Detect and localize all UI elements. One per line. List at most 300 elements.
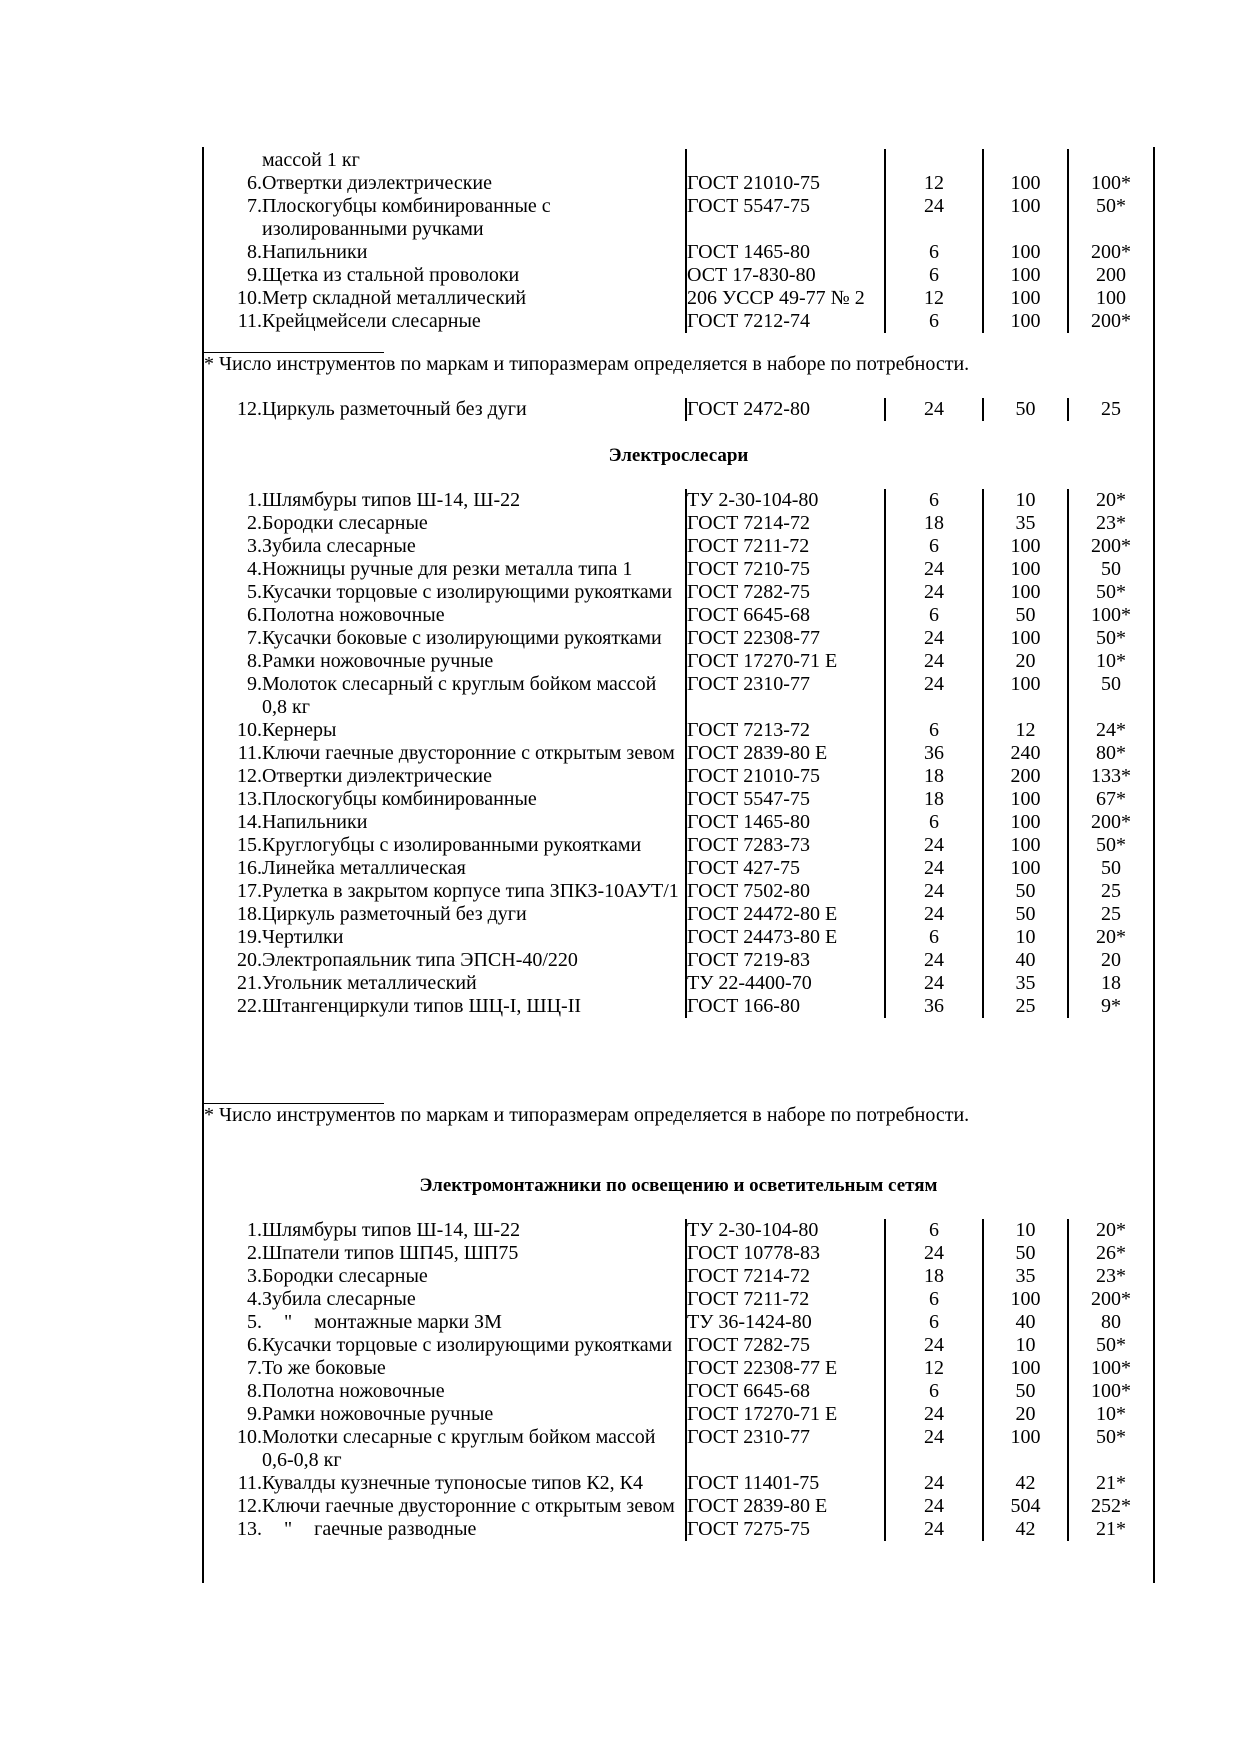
standard-code: ГОСТ 17270-71 Е xyxy=(686,1403,885,1426)
table-row xyxy=(204,581,1153,604)
value-col-1: 24 xyxy=(885,398,983,421)
standard-code: ТУ 36-1424-80 xyxy=(686,1311,885,1334)
table-row xyxy=(204,995,1153,1018)
standard-code: ГОСТ 24473-80 Е xyxy=(686,926,885,949)
value-col-3: 200* xyxy=(1068,1288,1153,1311)
value-col-2: 50 xyxy=(983,1242,1068,1265)
value-col-3: 50* xyxy=(1068,1334,1153,1357)
tool-name: Кусачки торцовые с изолирующими рукоятками xyxy=(262,1334,673,1356)
value-col-3: 9* xyxy=(1068,995,1153,1018)
table-row xyxy=(204,1288,1153,1311)
standard-code: ГОСТ 2310-77 xyxy=(686,673,885,719)
table-row xyxy=(204,1426,1153,1472)
table-row xyxy=(204,1311,1153,1334)
table-row xyxy=(204,926,1153,949)
row-number: 7. xyxy=(247,627,262,649)
row-number: 1. xyxy=(247,1219,262,1241)
value-col-1: 12 xyxy=(885,287,983,310)
tool-name: Молотки слесарные с круглым бойком массой 0,6-0,8 кг xyxy=(262,1426,656,1471)
tool-name: Электропаяльник типа ЭПСН-40/220 xyxy=(262,949,578,971)
table-row xyxy=(204,172,1153,195)
standard-code: ГОСТ 7282-75 xyxy=(686,581,885,604)
row-number: 3. xyxy=(247,535,262,557)
tool-name: Молоток слесарный с круглым бойком массой 0,8 кг xyxy=(262,673,657,718)
value-col-1: 24 xyxy=(885,1518,983,1541)
value-col-3: 10* xyxy=(1068,650,1153,673)
row-number: 18. xyxy=(237,903,262,925)
value-col-3: 100* xyxy=(1068,1357,1153,1380)
value-col-2: 100 xyxy=(983,857,1068,880)
row-number: 12. xyxy=(237,1495,262,1517)
table-row xyxy=(204,972,1153,995)
tool-name: Рамки ножовочные ручные xyxy=(262,650,494,672)
value-col-3: 133* xyxy=(1068,765,1153,788)
value-col-1: 24 xyxy=(885,558,983,581)
row-number: 4. xyxy=(247,1288,262,1310)
tools-table-extra xyxy=(204,398,1153,421)
tool-name: Зубила слесарные xyxy=(262,535,416,557)
section-title-electro: Электрослесари xyxy=(608,445,749,466)
value-col-3: 50* xyxy=(1068,581,1153,604)
tool-name: Бородки слесарные xyxy=(262,512,428,534)
row-number: 2. xyxy=(247,1242,262,1264)
value-col-2: 100 xyxy=(983,195,1068,241)
value-col-3: 25 xyxy=(1068,903,1153,926)
value-col-3: 80 xyxy=(1068,1311,1153,1334)
row-number: 13. xyxy=(237,1518,262,1540)
row-number: 2. xyxy=(247,512,262,534)
standard-code: ГОСТ 2839-80 Е xyxy=(686,1495,885,1518)
value-col-3: 200* xyxy=(1068,535,1153,558)
value-col-2: 35 xyxy=(983,972,1068,995)
standard-code: ГОСТ 17270-71 Е xyxy=(686,650,885,673)
frame-right-line xyxy=(1153,147,1155,1583)
value-col-2: 10 xyxy=(983,1219,1068,1242)
standard-code: 206 УССР 49-77 № 2 xyxy=(686,287,885,310)
tool-name: Шлямбуры типов Ш-14, Ш-22 xyxy=(262,489,521,511)
standard-code: ГОСТ 7214-72 xyxy=(686,512,885,535)
value-col-2: 100 xyxy=(983,788,1068,811)
tool-name: Полотна ножовочные xyxy=(262,604,445,626)
standard-code: ГОСТ 24472-80 Е xyxy=(686,903,885,926)
row-number: 20. xyxy=(237,949,262,971)
standard-code: ГОСТ 2839-80 Е xyxy=(686,742,885,765)
value-col-1: 24 xyxy=(885,1472,983,1495)
value-col-2: 100 xyxy=(983,535,1068,558)
table-row xyxy=(204,287,1153,310)
value-col-2: 42 xyxy=(983,1518,1068,1541)
tools-table-lighting xyxy=(204,1219,1153,1541)
row-number: 6. xyxy=(247,172,262,194)
value-col-3: 50 xyxy=(1068,558,1153,581)
table-row xyxy=(204,1242,1153,1265)
tool-name: Чертилки xyxy=(262,926,344,948)
tool-name: Отвертки диэлектрические xyxy=(262,765,492,787)
value-col-2: 100 xyxy=(983,811,1068,834)
value-col-1: 24 xyxy=(885,857,983,880)
table-row xyxy=(204,1472,1153,1495)
tool-name: Угольник металлический xyxy=(262,972,477,994)
row-number: 1. xyxy=(247,489,262,511)
value-col-2: 504 xyxy=(983,1495,1068,1518)
value-col-3: 21* xyxy=(1068,1518,1153,1541)
value-col-3: 100* xyxy=(1068,604,1153,627)
table-row xyxy=(204,1380,1153,1403)
value-col-3: 100* xyxy=(1068,1380,1153,1403)
standard-code: ГОСТ 7275-75 xyxy=(686,1518,885,1541)
table-electro xyxy=(204,489,1153,1018)
value-col-3: 100* xyxy=(1068,172,1153,195)
value-col-2: 100 xyxy=(983,1426,1068,1472)
row-number: 21. xyxy=(237,972,262,994)
value-col-1: 6 xyxy=(885,1380,983,1403)
value-col-1: 24 xyxy=(885,650,983,673)
value-col-2: 10 xyxy=(983,1334,1068,1357)
table-row xyxy=(204,857,1153,880)
row-number: 19. xyxy=(237,926,262,948)
standard-code: ГОСТ 6645-68 xyxy=(686,1380,885,1403)
value-col-2: 100 xyxy=(983,1288,1068,1311)
value-col-3 xyxy=(1068,149,1153,172)
value-col-2: 200 xyxy=(983,765,1068,788)
value-col-1: 24 xyxy=(885,1426,983,1472)
value-col-3: 10* xyxy=(1068,1403,1153,1426)
table-row xyxy=(204,1265,1153,1288)
value-col-2: 50 xyxy=(983,1380,1068,1403)
value-col-2: 20 xyxy=(983,1403,1068,1426)
value-col-3: 200* xyxy=(1068,241,1153,264)
value-col-2: 35 xyxy=(983,1265,1068,1288)
standard-code: ТУ 22-4400-70 xyxy=(686,972,885,995)
value-col-1: 6 xyxy=(885,489,983,512)
value-col-2: 40 xyxy=(983,1311,1068,1334)
standard-code: ГОСТ 2310-77 xyxy=(686,1426,885,1472)
table-lighting xyxy=(204,1219,1153,1541)
value-col-3: 25 xyxy=(1068,880,1153,903)
table-row xyxy=(204,788,1153,811)
standard-code: ГОСТ 427-75 xyxy=(686,857,885,880)
tool-name: Циркуль разметочный без дуги xyxy=(262,903,527,925)
tool-name: Рулетка в закрытом корпусе типа ЗПКЗ-10АУТ/1 xyxy=(262,880,679,902)
row-number: 16. xyxy=(237,857,262,879)
row-number: 12. xyxy=(237,765,262,787)
value-col-2: 100 xyxy=(983,834,1068,857)
row-number: 9. xyxy=(247,1403,262,1425)
table-row xyxy=(204,765,1153,788)
tool-name xyxy=(262,1311,686,1334)
tool-name: Кернеры xyxy=(262,719,337,741)
tool-name-text: гаечные разводные xyxy=(314,1518,477,1540)
standard-code: ГОСТ 21010-75 xyxy=(686,172,885,195)
standard-code: ГОСТ 7282-75 xyxy=(686,1334,885,1357)
value-col-2: 42 xyxy=(983,1472,1068,1495)
standard-code: ОСТ 17-830-80 xyxy=(686,264,885,287)
value-col-1: 36 xyxy=(885,995,983,1018)
value-col-1: 6 xyxy=(885,1288,983,1311)
tool-name: Циркуль разметочный без дуги xyxy=(262,398,527,420)
value-col-2: 50 xyxy=(983,880,1068,903)
row-number: 11. xyxy=(237,310,262,332)
value-col-3: 50* xyxy=(1068,1426,1153,1472)
section-title-lighting: Электромонтажники по освещению и осветительным сетям xyxy=(419,1175,938,1196)
table-row xyxy=(204,241,1153,264)
table-row xyxy=(204,650,1153,673)
value-col-1: 24 xyxy=(885,1495,983,1518)
standard-code: ГОСТ 11401-75 xyxy=(686,1472,885,1495)
row-number: 11. xyxy=(237,1472,262,1494)
value-col-1: 24 xyxy=(885,880,983,903)
standard-code: ТУ 2-30-104-80 xyxy=(686,489,885,512)
tool-name-text: монтажные марки ЗМ xyxy=(314,1311,502,1333)
value-col-3: 200* xyxy=(1068,811,1153,834)
value-col-3: 50* xyxy=(1068,834,1153,857)
value-col-2: 10 xyxy=(983,489,1068,512)
row-number: 17. xyxy=(237,880,262,902)
standard-code: ТУ 2-30-104-80 xyxy=(686,1219,885,1242)
row-number: 5. xyxy=(247,581,262,603)
table-row xyxy=(204,398,1153,421)
standard-code: ГОСТ 7211-72 xyxy=(686,535,885,558)
tool-name: Круглогубцы с изолированными рукоятками xyxy=(262,834,642,856)
row-number: 8. xyxy=(247,650,262,672)
row-number: 13. xyxy=(237,788,262,810)
value-col-3: 252* xyxy=(1068,1495,1153,1518)
value-col-2 xyxy=(983,149,1068,172)
value-col-3: 26* xyxy=(1068,1242,1153,1265)
tool-name: Штангенциркули типов ШЦ-I, ШЦ-II xyxy=(262,995,582,1017)
value-col-1: 24 xyxy=(885,1334,983,1357)
standard-code: ГОСТ 21010-75 xyxy=(686,765,885,788)
value-col-2: 100 xyxy=(983,310,1068,333)
row-number: 6. xyxy=(247,604,262,626)
row-number: 9. xyxy=(247,264,262,286)
value-col-1: 6 xyxy=(885,310,983,333)
standard-code: ГОСТ 7502-80 xyxy=(686,880,885,903)
value-col-1: 6 xyxy=(885,926,983,949)
value-col-3: 200* xyxy=(1068,310,1153,333)
tool-name: Крейцмейсели слесарные xyxy=(262,310,481,332)
standard-code: ГОСТ 7214-72 xyxy=(686,1265,885,1288)
value-col-1: 18 xyxy=(885,512,983,535)
row-number: 3. xyxy=(247,1265,262,1287)
value-col-2: 12 xyxy=(983,719,1068,742)
value-col-2: 35 xyxy=(983,512,1068,535)
value-col-3: 24* xyxy=(1068,719,1153,742)
value-col-2: 100 xyxy=(983,287,1068,310)
row-number: 4. xyxy=(247,558,262,580)
value-col-3: 20* xyxy=(1068,1219,1153,1242)
tool-name: Ножницы ручные для резки металла типа 1 xyxy=(262,558,633,580)
value-col-3: 23* xyxy=(1068,1265,1153,1288)
table-continuation xyxy=(204,149,1153,333)
tool-name: Отвертки диэлектрические xyxy=(262,172,492,194)
value-col-1: 18 xyxy=(885,788,983,811)
table-row xyxy=(204,195,1153,241)
tools-table-electro xyxy=(204,489,1153,1018)
row-number: 14. xyxy=(237,811,262,833)
value-col-1: 18 xyxy=(885,1265,983,1288)
tool-name: Напильники xyxy=(262,811,368,833)
tool-name: Шлямбуры типов Ш-14, Ш-22 xyxy=(262,1219,521,1241)
table-row xyxy=(204,1518,1153,1541)
table-row xyxy=(204,673,1153,719)
value-col-3: 80* xyxy=(1068,742,1153,765)
value-col-1: 6 xyxy=(885,1311,983,1334)
value-col-1: 24 xyxy=(885,834,983,857)
value-col-3: 50 xyxy=(1068,857,1153,880)
value-col-2: 100 xyxy=(983,673,1068,719)
value-col-2: 40 xyxy=(983,949,1068,972)
standard-code: ГОСТ 7213-72 xyxy=(686,719,885,742)
value-col-3: 67* xyxy=(1068,788,1153,811)
standard-code: ГОСТ 10778-83 xyxy=(686,1242,885,1265)
table-single-row xyxy=(204,398,1153,421)
value-col-3: 21* xyxy=(1068,1472,1153,1495)
value-col-1: 24 xyxy=(885,903,983,926)
value-col-3: 50* xyxy=(1068,195,1153,241)
standard-code: ГОСТ 1465-80 xyxy=(686,811,885,834)
value-col-3: 50 xyxy=(1068,673,1153,719)
table-row xyxy=(204,535,1153,558)
standard-code: ГОСТ 166-80 xyxy=(686,995,885,1018)
value-col-2: 100 xyxy=(983,581,1068,604)
value-col-2: 100 xyxy=(983,264,1068,287)
value-col-3: 50* xyxy=(1068,627,1153,650)
row-number: 11. xyxy=(237,742,262,764)
tool-name: Кусачки боковые с изолирующими рукоятками xyxy=(262,627,662,649)
table-row xyxy=(204,1357,1153,1380)
row-number: 5. xyxy=(247,1311,262,1333)
tool-name xyxy=(262,1518,686,1541)
value-col-1 xyxy=(885,149,983,172)
value-col-2: 50 xyxy=(983,903,1068,926)
value-col-1: 24 xyxy=(885,627,983,650)
value-col-2: 20 xyxy=(983,650,1068,673)
tool-name: Плоскогубцы комбинированные с изолированными ручками xyxy=(262,195,551,240)
table-row xyxy=(204,558,1153,581)
value-col-2: 50 xyxy=(983,398,1068,421)
standard-code: ГОСТ 22308-77 Е xyxy=(686,1357,885,1380)
value-col-3: 20* xyxy=(1068,489,1153,512)
table-row xyxy=(204,811,1153,834)
row-number: 15. xyxy=(237,834,262,856)
standard-code: ГОСТ 22308-77 xyxy=(686,627,885,650)
value-col-1: 6 xyxy=(885,719,983,742)
row-number: 10. xyxy=(237,287,262,309)
footnote: * Число инструментов по маркам и типоразмерам определяется в наборе по потребности. xyxy=(204,1104,970,1126)
table-row xyxy=(204,1334,1153,1357)
value-col-3: 20* xyxy=(1068,926,1153,949)
value-col-2: 100 xyxy=(983,172,1068,195)
row-number: 10. xyxy=(237,1426,262,1448)
value-col-2: 25 xyxy=(983,995,1068,1018)
row-number: 12. xyxy=(237,398,262,420)
tool-name: Ключи гаечные двусторонние с открытым зевом xyxy=(262,742,675,764)
ditto-mark: " xyxy=(284,1518,293,1540)
row-number: 8. xyxy=(247,1380,262,1402)
table-row xyxy=(204,1403,1153,1426)
value-col-3: 20 xyxy=(1068,949,1153,972)
value-col-3: 25 xyxy=(1068,398,1153,421)
row-number: 7. xyxy=(247,1357,262,1379)
value-col-3: 200 xyxy=(1068,264,1153,287)
standard-code: ГОСТ 5547-75 xyxy=(686,195,885,241)
standard-code xyxy=(686,149,885,172)
table-row xyxy=(204,489,1153,512)
table-row xyxy=(204,1495,1153,1518)
row-number: 8. xyxy=(247,241,262,263)
value-col-1: 24 xyxy=(885,673,983,719)
value-col-1: 6 xyxy=(885,1219,983,1242)
value-col-1: 12 xyxy=(885,172,983,195)
tool-name: Кусачки торцовые с изолирующими рукоятками xyxy=(262,581,673,603)
table-row xyxy=(204,310,1153,333)
row-number: 9. xyxy=(247,673,262,695)
tool-name: Напильники xyxy=(262,241,368,263)
standard-code: ГОСТ 2472-80 xyxy=(686,398,885,421)
tool-name: Кувалды кузнечные тупоносые типов К2, К4 xyxy=(262,1472,643,1494)
table-row xyxy=(204,1219,1153,1242)
table-row xyxy=(204,834,1153,857)
row-number: 10. xyxy=(237,719,262,741)
standard-code: ГОСТ 7283-73 xyxy=(686,834,885,857)
tool-name: Линейка металлическая xyxy=(262,857,466,879)
value-col-1: 6 xyxy=(885,264,983,287)
value-col-1: 24 xyxy=(885,949,983,972)
value-col-2: 100 xyxy=(983,1357,1068,1380)
value-col-1: 24 xyxy=(885,195,983,241)
standard-code: ГОСТ 7210-75 xyxy=(686,558,885,581)
standard-code: ГОСТ 5547-75 xyxy=(686,788,885,811)
table-row xyxy=(204,719,1153,742)
table-row xyxy=(204,903,1153,926)
standard-code: ГОСТ 7219-83 xyxy=(686,949,885,972)
row-number: 6. xyxy=(247,1334,262,1356)
footnote: * Число инструментов по маркам и типоразмерам определяется в наборе по потребности. xyxy=(204,353,970,375)
value-col-1: 12 xyxy=(885,1357,983,1380)
row-number: 22. xyxy=(237,995,262,1017)
table-row xyxy=(204,742,1153,765)
tool-name: Щетка из стальной проволоки xyxy=(262,264,520,286)
tool-name: То же боковые xyxy=(262,1357,386,1379)
value-col-3: 100 xyxy=(1068,287,1153,310)
tool-name: Ключи гаечные двусторонние с открытым зевом xyxy=(262,1495,675,1517)
value-col-1: 24 xyxy=(885,1242,983,1265)
value-col-2: 10 xyxy=(983,926,1068,949)
tool-name: Зубила слесарные xyxy=(262,1288,416,1310)
row-number xyxy=(204,149,262,172)
value-col-1: 6 xyxy=(885,811,983,834)
table-row xyxy=(204,149,1153,172)
tool-name: Метр складной металлический xyxy=(262,287,527,309)
table-row xyxy=(204,604,1153,627)
value-col-1: 24 xyxy=(885,972,983,995)
value-col-1: 24 xyxy=(885,581,983,604)
tool-name: Бородки слесарные xyxy=(262,1265,428,1287)
standard-code: ГОСТ 7212-74 xyxy=(686,310,885,333)
value-col-1: 6 xyxy=(885,535,983,558)
tool-name: Плоскогубцы комбинированные xyxy=(262,788,537,810)
table-row xyxy=(204,627,1153,650)
value-col-3: 18 xyxy=(1068,972,1153,995)
value-col-1: 36 xyxy=(885,742,983,765)
standard-code: ГОСТ 7211-72 xyxy=(686,1288,885,1311)
value-col-2: 100 xyxy=(983,558,1068,581)
tools-table-continued xyxy=(204,149,1153,333)
row-number: 7. xyxy=(247,195,262,217)
standard-code: ГОСТ 6645-68 xyxy=(686,604,885,627)
value-col-2: 100 xyxy=(983,627,1068,650)
